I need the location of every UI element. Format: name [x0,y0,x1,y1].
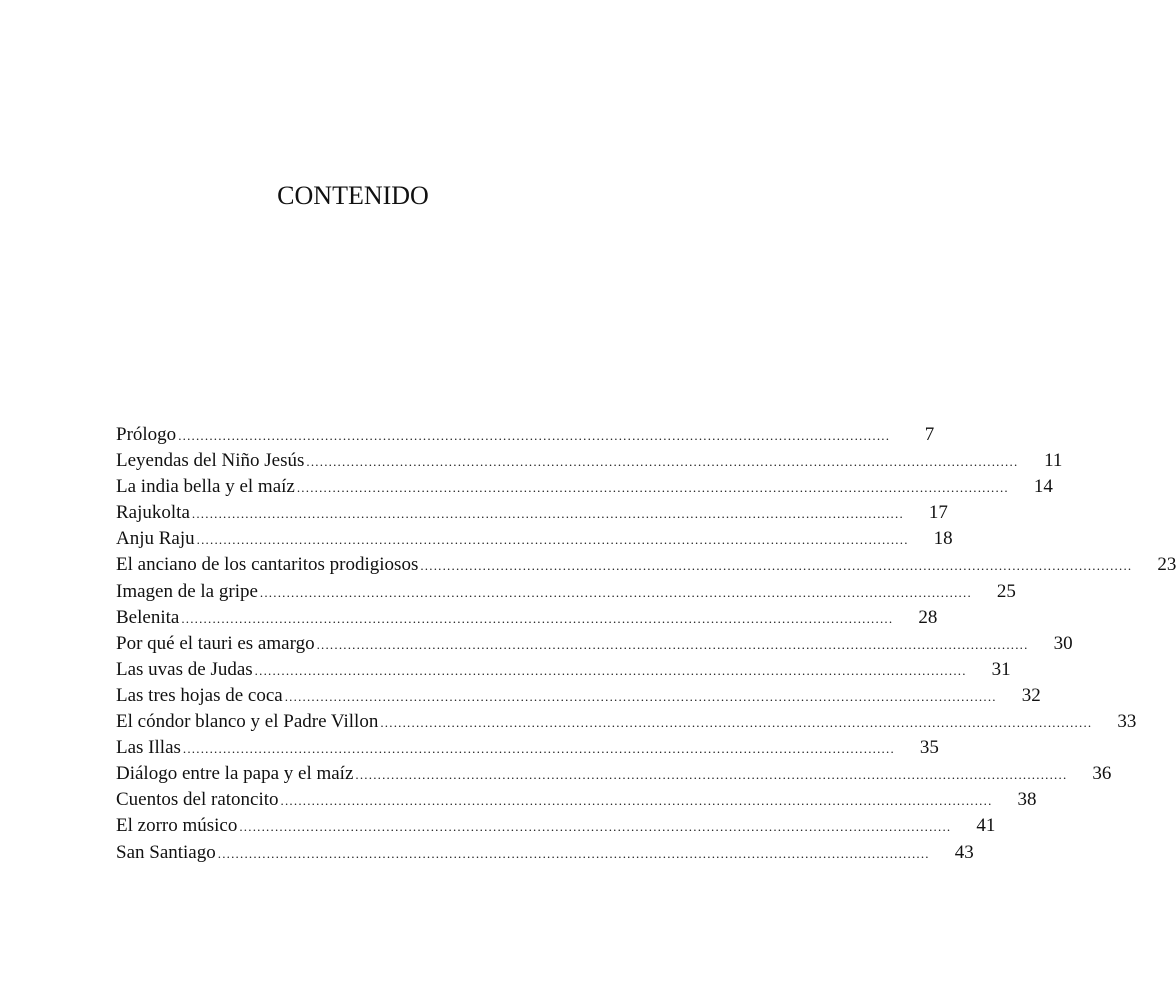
toc-dot-leader: ................................................................................................................................................................ [284,688,997,704]
toc-entry [116,605,938,631]
toc-entry-page: 41 [976,815,996,837]
toc-entry [116,709,1137,735]
toc-entry [116,422,935,448]
toc-entry [116,840,974,866]
toc-entry-title: La india bella y el maíz [116,476,295,498]
toc-entry [116,683,1041,709]
toc-entry-title: El cóndor blanco y el Padre Villon [116,711,379,733]
toc-dot-leader: ................................................................................................................................................................ [316,636,1029,652]
toc-entry-title: El anciano de los cantaritos prodigiosos [116,554,419,576]
toc-dot-leader: ................................................................................................................................................................ [196,532,909,548]
toc-entry [116,657,1011,683]
toc-entry-title: San Santiago [116,841,216,863]
toc-dot-leader: ................................................................................................................................................................ [217,845,930,861]
toc-entry-title: Imagen de la gripe [116,580,258,602]
toc-dot-leader: ................................................................................................................................................................ [420,558,1133,574]
toc-dot-leader: ................................................................................................................................................................ [191,506,904,522]
toc-entry [116,631,1073,657]
toc-entry [116,761,1112,787]
toc-dot-leader: ................................................................................................................................................................ [178,428,891,443]
toc-entry [116,448,1063,474]
toc-dot-leader: ................................................................................................................................................................ [239,819,952,835]
toc-dot-leader: ................................................................................................................................................................ [254,662,967,678]
toc-entry-title: Anju Raju [116,528,195,550]
table-of-contents [116,422,1176,866]
toc-entry-page: 30 [1053,632,1073,654]
toc-entry-page: 7 [924,424,935,445]
toc-entry-page: 36 [1092,763,1112,785]
toc-entry [116,552,1176,578]
toc-entry-title: Las uvas de Judas [116,658,253,680]
toc-entry [116,500,948,526]
toc-entry-title: Belenita [116,606,180,628]
toc-dot-leader: ................................................................................................................................................................ [182,741,895,757]
toc-entry-title: Por qué el tauri es amargo [116,632,315,654]
toc-dot-leader: ................................................................................................................................................................ [280,793,993,809]
toc-entry-page: 33 [1117,711,1137,733]
toc-entry [116,526,953,552]
toc-entry-page: 25 [996,580,1016,602]
toc-entry [116,813,996,839]
toc-entry-page: 14 [1033,476,1053,498]
toc-entry-title: El zorro músico [116,815,238,837]
toc-entry-page: 28 [918,606,938,628]
toc-dot-leader: ................................................................................................................................................................ [380,715,1093,731]
toc-entry-page: 18 [933,528,953,550]
toc-entry-page: 17 [928,502,948,524]
toc-entry-title: Las Illas [116,737,181,759]
toc-dot-leader: ................................................................................................................................................................ [259,584,972,600]
toc-entry-title: Las tres hojas de coca [116,684,283,706]
toc-entry-page: 43 [954,841,974,863]
toc-entry-page: 32 [1021,684,1041,706]
toc-entry-page: 31 [991,658,1011,680]
toc-entry-page: 23 [1157,554,1176,576]
toc-entry-title: Rajukolta [116,502,190,524]
toc-entry-page: 38 [1017,789,1037,811]
toc-entry-title: Diálogo entre la papa y el maíz [116,763,354,785]
toc-entry-title: Prólogo [116,424,177,445]
toc-dot-leader: ................................................................................................................................................................ [355,767,1068,783]
toc-dot-leader: ................................................................................................................................................................ [306,454,1019,470]
toc-entry [116,735,939,761]
toc-entry-title: Leyendas del Niño Jesús [116,450,305,472]
page-title: CONTENIDO [277,181,429,210]
toc-entry [116,579,1016,605]
toc-entry-page: 35 [919,737,939,759]
toc-entry-title: Cuentos del ratoncito [116,789,279,811]
toc-entry [116,787,1037,813]
toc-dot-leader: ................................................................................................................................................................ [296,480,1009,496]
toc-entry [116,474,1053,500]
toc-dot-leader: ................................................................................................................................................................ [181,610,894,626]
toc-entry-page: 11 [1044,450,1063,472]
